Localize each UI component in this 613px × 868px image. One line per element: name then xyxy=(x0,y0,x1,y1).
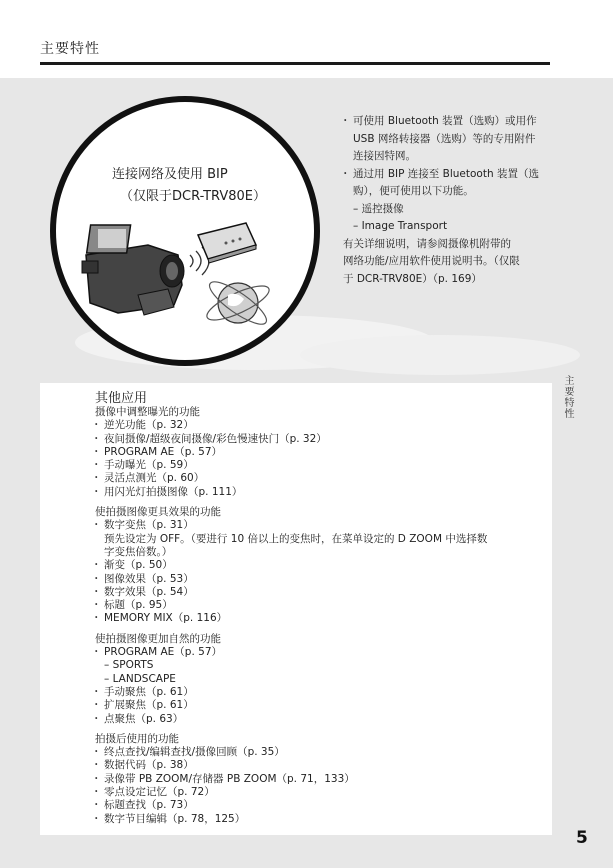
section-heading: 使拍摄图像更具效果的功能 xyxy=(95,506,221,519)
section-spacer xyxy=(95,626,550,633)
list-item: ・ 标题查找（p. 73） xyxy=(95,799,550,812)
list-item: ・ 录像带 PB ZOOM/存储器 PB ZOOM（p. 71，133） xyxy=(95,773,550,786)
description-line: 有关详细说明，请参阅摄像机附带的 xyxy=(343,237,511,250)
network-description xyxy=(343,113,555,288)
list-item: ・ 标题（p. 95） xyxy=(95,599,550,612)
list-item: ・ 扩展聚焦（p. 61） xyxy=(95,699,550,712)
description-line: 购），便可使用以下功能。 xyxy=(353,185,474,197)
list-item: ・ PROGRAM AE（p. 57） xyxy=(95,646,550,659)
section-heading: 使拍摄图像更加自然的功能 xyxy=(95,632,221,645)
list-item: – SPORTS xyxy=(104,659,154,672)
description-line: USB 网络转接器（选购）等的专用附件 xyxy=(353,132,536,145)
list-item: ・ 数字效果（p. 54） xyxy=(95,586,550,599)
circle-subtitle: （仅限于DCR-TRV80E） xyxy=(120,189,267,204)
section-heading: 摄像中调整曝光的功能 xyxy=(95,406,200,418)
list-item: ・ 零点设定记忆（p. 72） xyxy=(95,786,550,799)
page-title: 主要特性 xyxy=(40,41,100,57)
list-item: – LANDSCAPE xyxy=(104,672,176,685)
camcorder-network-illustration xyxy=(78,215,278,335)
list-item: ・ 用闪光灯拍摄图像（p. 111） xyxy=(95,486,550,499)
section-heading: 拍摄后使用的功能 xyxy=(95,732,179,745)
panel-title: 其他应用 xyxy=(95,391,148,406)
applications-list xyxy=(95,406,550,826)
description-line: 网络功能/应用软件使用说明书。（仅限 xyxy=(343,255,520,267)
circle-title: 连接网络及使用 BIP xyxy=(112,167,228,182)
description-line: ・ 通过用 BIP 连接至 Bluetooth 装置（选 xyxy=(343,166,555,184)
list-item: ・ 数据代码（p. 38） xyxy=(95,759,550,772)
list-item: ・ 渐变（p. 50） xyxy=(95,559,550,572)
list-item: ・ 灵活点测光（p. 60） xyxy=(95,472,550,485)
list-item: 预先设定为 OFF。（要进行 10 倍以上的变焦时，在菜单设定的 D ZOOM 中选择数 xyxy=(104,532,488,545)
side-tab-label: 主要特性 xyxy=(562,375,573,419)
list-item: ・ PROGRAM AE（p. 57） xyxy=(95,446,550,459)
header-divider xyxy=(40,62,550,65)
globe-icon xyxy=(203,275,273,330)
page-number: 5 xyxy=(576,828,588,848)
section-spacer xyxy=(95,726,550,733)
list-item: ・ MEMORY MIX（p. 116） xyxy=(95,612,550,625)
list-item: 字变焦倍数。） xyxy=(104,545,173,558)
list-item: ・ 数字节目编辑（p. 78，125） xyxy=(95,813,550,826)
description-line: 连接因特网。 xyxy=(353,150,416,162)
description-line: ・ 可使用 Bluetooth 装置（选购）或用作 xyxy=(343,113,555,131)
list-item: ・ 数字变焦（p. 31） xyxy=(95,519,550,532)
list-item: ・ 终点查找/编辑查找/摄像回顾（p. 35） xyxy=(95,746,550,759)
bluetooth-device-icon xyxy=(198,223,256,263)
list-item: ・ 手动曝光（p. 59） xyxy=(95,459,550,472)
list-item: ・ 图像效果（p. 53） xyxy=(95,573,550,586)
decorative-ellipse xyxy=(300,335,580,375)
list-item: ・ 夜间摄像/超级夜间摄像/彩色慢速快门（p. 32） xyxy=(95,433,550,446)
list-item: ・ 逆光功能（p. 32） xyxy=(95,419,550,432)
description-line: – 遥控摄像 xyxy=(353,202,404,215)
description-line: 于 DCR-TRV80E）（p. 169） xyxy=(343,272,482,285)
description-line: – Image Transport xyxy=(353,220,448,232)
camcorder-icon xyxy=(82,225,184,315)
list-item: ・ 手动聚焦（p. 61） xyxy=(95,686,550,699)
list-item: ・ 点聚焦（p. 63） xyxy=(95,713,550,726)
